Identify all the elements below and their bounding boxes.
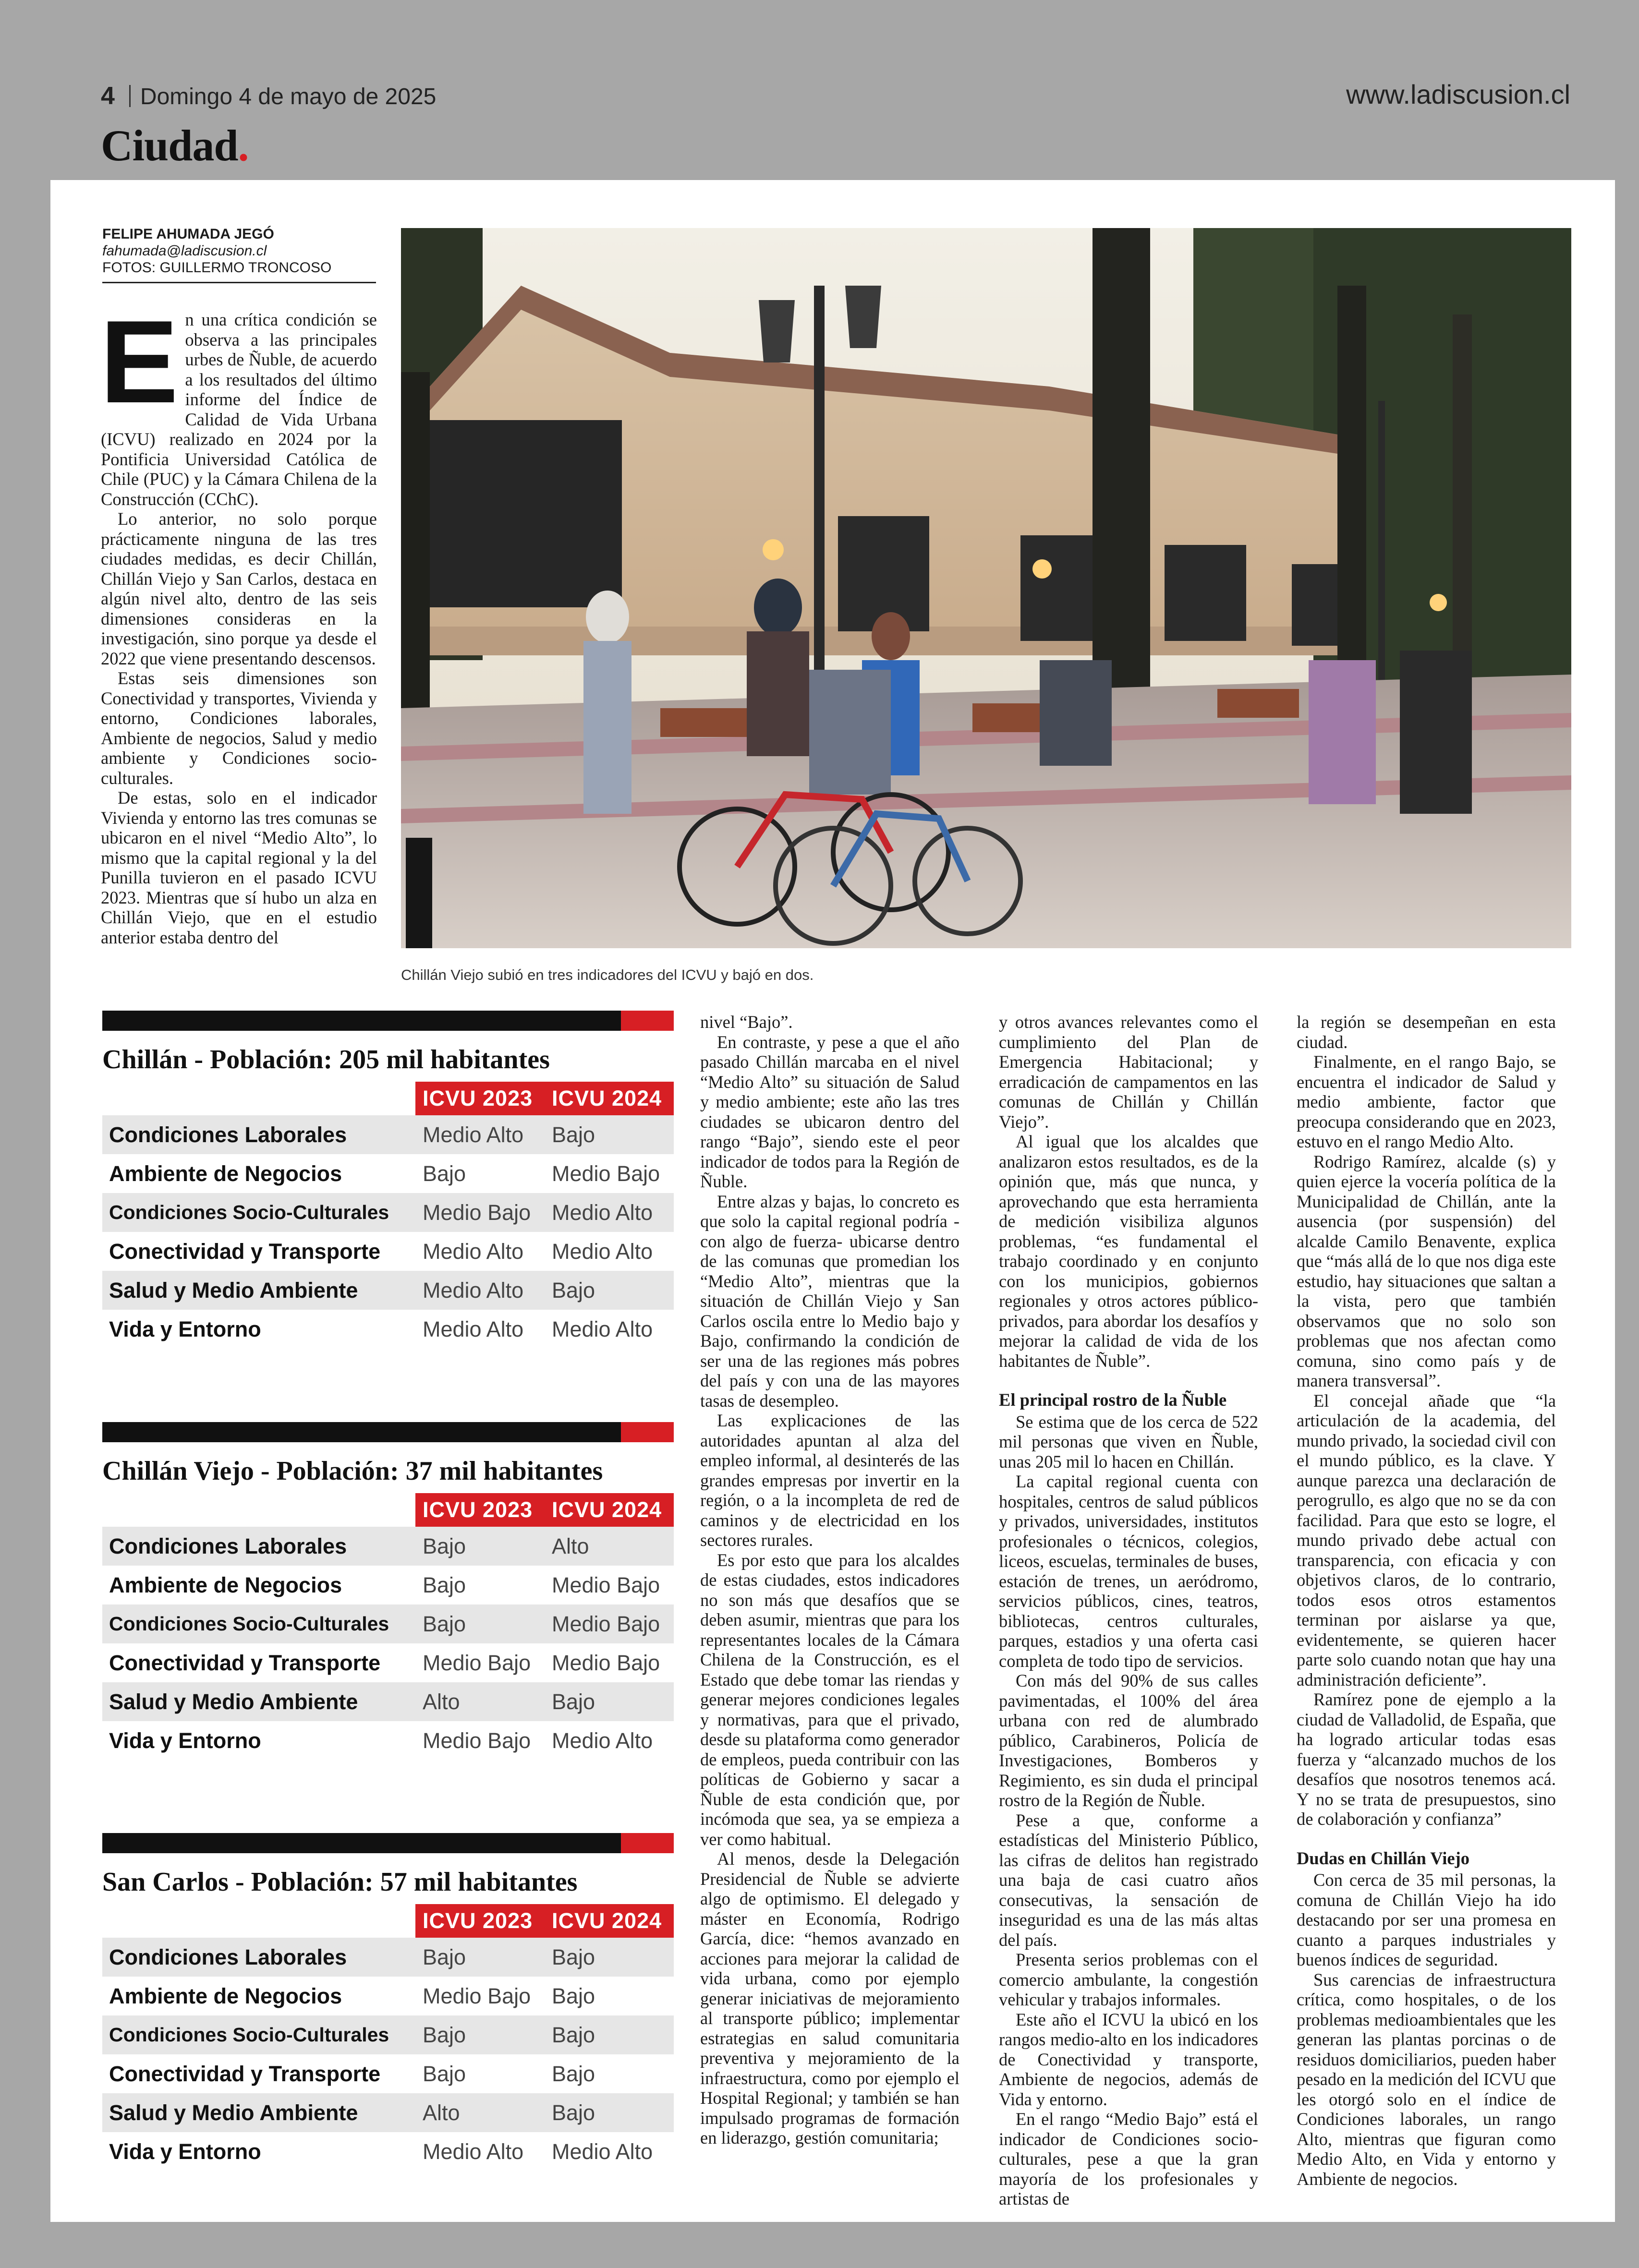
value-2023: Bajo [423, 1611, 466, 1636]
table-row [102, 2015, 674, 2054]
table-row [102, 2093, 674, 2132]
table-body [102, 1938, 674, 2171]
value-2024: Medio Bajo [552, 1572, 660, 1597]
author-email[interactable]: fahumada@ladiscusion.cl [102, 243, 267, 259]
value-2024: Bajo [552, 1689, 595, 1714]
table-bar-accent [621, 1833, 674, 1853]
value-2024: Medio Alto [552, 1239, 653, 1264]
paragraph: Rodrigo Ramírez, alcalde (s) y quien ejerce la vocería política de la Municipalidad de Chillán, ante la ausencia (por suspensión) del alcalde Camilo Benavente, explica que “más allá de lo que nos diga este estudio, hay situaciones que saltan a la vista, pero que también observamos que no solo son problemas que nos afectan como comuna, sino como país y de manera transversal”. [1297, 1151, 1556, 1390]
value-2024: Medio Alto [552, 1200, 653, 1225]
paragraph: Las explicaciones de las autoridades apuntan al alza del empleo informal, al desinterés de las grandes empresas por invertir en la región, o a la incompleta de red de caminos y de electricidad en los sectores rurales. [700, 1411, 959, 1550]
value-2023: Medio Alto [423, 2139, 524, 2164]
author-name: FELIPE AHUMADA JEGÓ [102, 226, 274, 242]
paragraph: Presenta serios problemas con el comercio ambulante, la congestión vehicular y trabajos informales. [999, 1950, 1258, 2009]
header-icvu-2023: ICVU 2023 [415, 1493, 545, 1527]
value-2023: Medio Alto [423, 1316, 524, 1341]
row-label: Vida y Entorno [109, 2139, 261, 2164]
paragraph: La capital regional cuenta con hospitales, centros de salud públicos y privados, universidades, institutos profesionales o técnicos, colegios, liceos, escuelas, terminales de buses, estación de trenes, un aeródromo, servicios públicos, cines, teatros, bibliotecas, centros culturales, parques, estadios y una oferta casi completa de todo tipo de servicios. [999, 1472, 1258, 1671]
table-body [102, 1527, 674, 1760]
row-label: Condiciones Socio-Culturales [109, 1201, 389, 1223]
paragraph: Con más del 90% de sus calles pavimentadas, el 100% del área urbana con red de alumbrado público, Carabineros, Policía de Investigaciones, Bomberos y Regimiento, es sin duda el principal rostro de la Región de Ñuble. [999, 1671, 1258, 1810]
row-label: Condiciones Laborales [109, 1122, 347, 1147]
paragraph: Entre alzas y bajas, lo concreto es que solo la capital regional podría -con algo de fuerza- ubicarse dentro de las comunas que promedian los “Medio Alto”, mientras que la situación de Chillán Viejo y San Carlos oscila entre lo Medio bajo y Bajo, confirmando la condición de ser una de las regiones más pobres del país y con una de las mayores tasas de desempleo. [700, 1191, 959, 1411]
value-2023: Alto [423, 2100, 460, 2125]
value-2023: Bajo [423, 1944, 466, 1969]
table-chillan-viejo [102, 1422, 674, 1760]
header-icvu-2024: ICVU 2024 [545, 1904, 674, 1938]
table-row [102, 1604, 674, 1643]
value-2023: Medio Bajo [423, 1728, 531, 1753]
row-label: Vida y Entorno [109, 1316, 261, 1341]
value-2024: Medio Bajo [552, 1161, 660, 1186]
table-row [102, 1115, 674, 1154]
page-number: 4 [101, 82, 115, 110]
paragraph: Al igual que los alcaldes que analizaron estos resultados, es de la opinión que, más que nunca, y aprovechando que esta herramienta de medición visibiliza algunos problemas, “es fundamental el trabajo coordinado y en conjunto con los municipios, gobiernos regionales y otros actores público-privados, para abordar los desafíos y mejorar la calidad de vida de los habitantes de Ñuble”. [999, 1132, 1258, 1371]
table-title: Chillán - Población: 205 mil habitantes [102, 1045, 550, 1074]
table-top-bar [102, 1011, 674, 1031]
table-top-bar [102, 1833, 674, 1853]
table-row [102, 1271, 674, 1310]
value-2024: Bajo [552, 1278, 595, 1303]
table-top-bar [102, 1422, 674, 1442]
article-column-2 [700, 1012, 959, 2148]
table-bar-accent [621, 1011, 674, 1031]
drop-cap: E [100, 296, 179, 427]
value-2023: Medio Bajo [423, 1983, 531, 2008]
table-chillan [102, 1011, 674, 1349]
table-row [102, 1682, 674, 1721]
header-icvu-2024: ICVU 2024 [545, 1082, 674, 1115]
table-row [102, 1938, 674, 1977]
paragraph: Con cerca de 35 mil personas, la comuna de Chillán Viejo ha ido destacando por ser una promesa en cuanto a parques industriales y buenos índices de seguridad. [1297, 1870, 1556, 1969]
value-2024: Bajo [552, 2022, 595, 2047]
table-header [102, 1904, 674, 1938]
byline-rule [102, 282, 376, 283]
row-label: Conectividad y Transporte [109, 2061, 381, 2086]
row-label: Condiciones Laborales [109, 1533, 347, 1558]
header-icvu-2023: ICVU 2023 [415, 1904, 545, 1938]
paragraph: Finalmente, en el rango Bajo, se encuentra el indicador de Salud y medio ambiente, factor que preocupa considerando que en 2023, estuvo en el rango Medio Alto. [1297, 1052, 1556, 1151]
table-header [102, 1082, 674, 1115]
paragraph: Al menos, desde la Delegación Presidencial de Ñuble se advierte algo de optimismo. El delegado y máster en Economía, Rodrigo García, dice: “hemos avanzado en acciones para mejorar la calidad de vida urbana, como por ejemplo generar iniciativas de mejoramiento al transporte público; implementar estrategias en salud comunitaria preventiva y mejoramiento de la infraestructura, como por ejemplo el Hospital Regional; y también se han impulsado programas de formación en liderazgo, gestión comunitaria; [700, 1849, 959, 2147]
article-photo [401, 228, 1571, 948]
masthead-left [101, 82, 436, 110]
row-label: Ambiente de Negocios [109, 1572, 342, 1597]
paragraph: la región se desempeñan en esta ciudad. [1297, 1012, 1556, 1052]
value-2024: Bajo [552, 1944, 595, 1969]
table-san-carlos [102, 1833, 674, 2171]
value-2023: Bajo [423, 1533, 466, 1558]
paragraph: Pese a que, conforme a estadísticas del Ministerio Público, las cifras de delitos han registrado una baja de casi cuatro años consecutivas, la sensación de inseguridad es una de las más altas del país. [999, 1810, 1258, 1950]
value-2024: Alto [552, 1533, 589, 1558]
paragraph: Este año el ICVU la ubicó en los rangos medio-alto en los indicadores de Conectividad y transporte, Ambiente de negocios, además de Vida y entorno. [999, 2009, 1258, 2109]
photo-caption: Chillán Viejo subió en tres indicadores del ICVU y bajó en dos. [401, 966, 814, 983]
row-label: Vida y Entorno [109, 1728, 261, 1753]
table-header [102, 1493, 674, 1527]
value-2023: Bajo [423, 2022, 466, 2047]
value-2023: Alto [423, 1689, 460, 1714]
value-2023: Bajo [423, 2061, 466, 2086]
value-2024: Medio Alto [552, 1316, 653, 1341]
header-icvu-2024: ICVU 2024 [545, 1493, 674, 1527]
value-2024: Medio Alto [552, 2139, 653, 2164]
masthead-divider [129, 85, 131, 107]
section-name: Ciudad [101, 121, 238, 170]
row-label: Conectividad y Transporte [109, 1650, 381, 1675]
paragraph: Sus carencias de infraestructura crítica, como hospitales, o de los problemas medioambientales que les generan las plantas porcinas o de residuos domiciliarios, pueden haber pesado en la medición del ICVU que les otorgó solo en el índice de Condiciones laborales, un rango Alto, mientras que figuran como Medio Alto, en Vida y entorno y Ambiente de negocios. [1297, 1969, 1556, 2189]
intro-column [100, 296, 377, 947]
paragraph: En el rango “Medio Bajo” está el indicador de Condiciones socio-culturales, pese a que la gran mayoría de los profesionales y artistas de [999, 2109, 1258, 2208]
row-label: Salud y Medio Ambiente [109, 1689, 358, 1714]
table-row [102, 1232, 674, 1271]
intro-paragraph-3: Estas seis dimensiones son Conectividad y transportes, Vivienda y entorno, Condiciones laborales, Ambiente de negocios, Salud y medio ambiente y Condiciones socio-culturales. [101, 668, 377, 788]
table-row [102, 1154, 674, 1193]
table-title: San Carlos - Población: 57 mil habitantes [102, 1867, 578, 1897]
paragraph: Ramírez pone de ejemplo a la ciudad de Valladolid, de España, que ha logrado articular todas esas fuerza y “alcanzado muchos de los desafíos que nosotros tenemos acá. Y no se trata de presupuestos, sino de colaboración y confianza” [1297, 1689, 1556, 1829]
table-row [102, 1527, 674, 1566]
plaza-photo-illustration [401, 228, 1571, 948]
article-column-3 [999, 1012, 1258, 2209]
table-bar-accent [621, 1422, 674, 1442]
value-2024: Bajo [552, 1122, 595, 1147]
value-2023: Bajo [423, 1161, 466, 1186]
intro-paragraph-2: Lo anterior, no solo porque prácticamente ninguna de las tres ciudades medidas, es decir Chillán, Chillán Viejo y San Carlos, destaca en algún nivel alto, dentro de las seis dimensiones consideras en la investigación, sino porque ya desde el 2022 que viene presentando descensos. [101, 509, 377, 668]
table-title: Chillán Viejo - Población: 37 mil habitantes [102, 1456, 603, 1486]
value-2023: Medio Bajo [423, 1200, 531, 1225]
row-label: Salud y Medio Ambiente [109, 1278, 358, 1303]
value-2023: Bajo [423, 1572, 466, 1597]
value-2023: Medio Bajo [423, 1650, 531, 1675]
value-2024: Medio Alto [552, 1728, 653, 1753]
paragraph: En contraste, y pese a que el año pasado Chillán marcaba en el nivel “Medio Alto” su situación de Salud y medio ambiente; este año las tres ciudades se ubicaron dentro del rango “Bajo”, siendo este el peor indicador de todos para la Región de Ñuble. [700, 1032, 959, 1191]
row-label: Condiciones Laborales [109, 1944, 347, 1969]
issue-date: Domingo 4 de mayo de 2025 [140, 84, 437, 109]
row-label: Condiciones Socio-Culturales [109, 1613, 389, 1635]
table-row [102, 1643, 674, 1682]
paragraph: nivel “Bajo”. [700, 1012, 793, 1032]
row-label: Conectividad y Transporte [109, 1239, 381, 1264]
paragraph: y otros avances relevantes como el cumplimiento del Plan de Emergencia Habitacional; y erradicación de campamentos en las comunas de Chillán y Chillán Viejo”. [999, 1012, 1258, 1132]
value-2024: Medio Bajo [552, 1650, 660, 1675]
byline [102, 226, 376, 283]
table-row [102, 2132, 674, 2171]
row-label: Condiciones Socio-Culturales [109, 2024, 389, 2046]
value-2024: Bajo [552, 2061, 595, 2086]
paragraph: Se estima que de los cerca de 522 mil personas que viven en Ñuble, unas 205 mil lo hacen en Chillán. [999, 1411, 1258, 1472]
table-row [102, 1721, 674, 1760]
value-2023: Medio Alto [423, 1122, 524, 1147]
website-url[interactable]: www.ladiscusion.cl [1346, 79, 1570, 109]
table-body [102, 1115, 674, 1349]
value-2024: Bajo [552, 1983, 595, 2008]
row-label: Ambiente de Negocios [109, 1161, 342, 1186]
value-2023: Medio Alto [423, 1278, 524, 1303]
section-title [101, 120, 249, 171]
row-label: Salud y Medio Ambiente [109, 2100, 358, 2125]
table-row [102, 1310, 674, 1349]
row-label: Ambiente de Negocios [109, 1983, 342, 2008]
table-row [102, 2054, 674, 2093]
photo-credit: FOTOS: GUILLERMO TRONCOSO [102, 260, 332, 276]
article-column-4 [1297, 1012, 1556, 2189]
intro-paragraph-1: En una crítica condición se observa a las principales urbes de Ñuble, de acuerdo a los resultados del último informe del Índice de Calidad de Vida Urbana (ICVU) realizado en 2024 por la Pontificia Universidad Católica de Chile (PUC) y la Cámara Chilena de la Construcción (CChC). [100, 296, 377, 509]
value-2024: Medio Bajo [552, 1611, 660, 1636]
table-row [102, 1193, 674, 1232]
intro-paragraph-4: De estas, solo en el indicador Vivienda y entorno las tres comunas se ubicaron en el nivel “Medio Alto”, lo mismo que la capital regional y la del Punilla tuvieron en el pasado ICVU 2023. Mientras que sí hubo un alza en Chillán Viejo, que en el estudio anterior estaba dentro del [101, 788, 377, 947]
header-icvu-2023: ICVU 2023 [415, 1082, 545, 1115]
value-2024: Bajo [552, 2100, 595, 2125]
table-row [102, 1977, 674, 2015]
subheading: Dudas en Chillán Viejo [1297, 1848, 1470, 1868]
paragraph: Es por esto que para los alcaldes de estas ciudades, estos indicadores no son más que desafíos que se deben asumir, mientras que para los representantes locales de la Cámara Chilena de la Construcción, es el Estado que debe tomar las riendas y generar mejores condiciones legales y normativas, para que el privado, desde su plataforma como generador de empleos, pueda contribuir con las políticas de Gobierno y sacar a Ñuble de esta condición que, por incómoda que sea, ya se empieza a ver como habitual. [700, 1550, 959, 1849]
value-2023: Medio Alto [423, 1239, 524, 1264]
subheading: El principal rostro de la Ñuble [999, 1390, 1227, 1410]
paragraph: El concejal añade que “la articulación de la academia, del mundo privado, la sociedad civil con el mundo público, es la clave. Y aunque parezca una declaración de perogrullo, es algo que no se da con facilidad. Para que esto se logre, el mundo privado debe actual con transparencia, con eficacia y con objetivos claros, de lo contrario, todos esos otros estamentos terminan por aislarse ya que, evidentemente, se quieren hacer parte solo cuando notan que hay una administración deficiente”. [1297, 1390, 1556, 1689]
section-dot: . [238, 121, 249, 170]
table-row [102, 1566, 674, 1604]
